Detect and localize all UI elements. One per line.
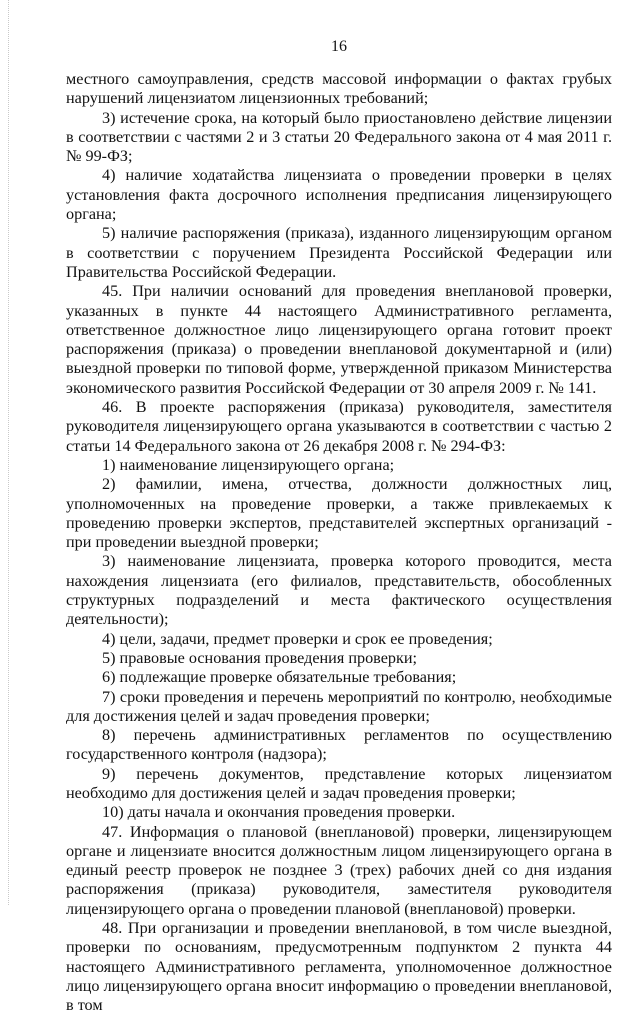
paragraph-46-item-3: 3) наименование лицензиата, проверка которого проводится, места нахождения лицензиата (его филиалов, представительств, обособленных структурных подразделений и места фактического осуществления деятельности);	[66, 552, 612, 629]
paragraph-46-item-10: 10) даты начала и окончания проведения проверки.	[102, 803, 456, 822]
paragraph-46-item-1: 1) наименование лицензирующего органа;	[102, 455, 395, 474]
document-body	[66, 70, 612, 1016]
paragraph-46-item-5: 5) правовые основания проведения проверки;	[102, 648, 418, 667]
paragraph-46-item-4: 4) цели, задачи, предмет проверки и срок ее проведения;	[102, 629, 493, 648]
paragraph-continuation: местного самоуправления, средств массовой информации о фактах грубых нарушений лицензиатом лицензионных требований;	[66, 70, 612, 108]
paragraph-48: 48. При организации и проведении внеплановой, в том числе выездной, проверки по основаниям, предусмотренным подпунктом 2 пункта 44 настоящего Административного регламента, уполномоченное должностное лицо лицензирующего органа вносит информацию о проведении внеплановой, в том	[66, 919, 612, 1015]
paragraph-item-4: 4) наличие ходатайства лицензиата о проведении проверки в целях установления факта досрочного исполнения предписания лицензирующего органа;	[66, 166, 612, 224]
page-edge-scan-artifact	[8, 0, 10, 905]
paragraph-46-item-7: 7) сроки проведения и перечень мероприятий по контролю, необходимые для достижения целей и задач проведения проверки;	[66, 687, 612, 725]
paragraph-46-item-2: 2) фамилии, имена, отчества, должности должностных лиц, уполномоченных на проведение проверки, а также привлекаемых к проведению проверки экспертов, представителей экспертных организаций - при проведении выездной проверки;	[66, 475, 612, 552]
paragraph-46-item-8: 8) перечень административных регламентов по осуществлению государственного контроля (надзора);	[66, 726, 612, 764]
paragraph-46-item-9: 9) перечень документов, представление которых лицензиатом необходимо для достижения целей и задач проведения проверки;	[66, 764, 612, 802]
paragraph-47: 47. Информация о плановой (внеплановой) проверки, лицензирующем органе и лицензиате вносится должностным лицом лицензирующего органа в единый реестр проверок не позднее 3 (трех) рабочих дней со дня издания распоряжения (приказа) руководителя, заместителя руководителя лицензирующего органа о проведении плановой (внеплановой) проверки.	[66, 822, 612, 918]
paragraph-item-5: 5) наличие распоряжения (приказа), изданного лицензирующим органом в соответствии с поручением Президента Российской Федерации или Правительства Российской Федерации.	[66, 224, 612, 281]
paragraph-item-3: 3) истечение срока, на который было приостановлено действие лицензии в соответствии с частями 2 и 3 статьи 20 Федерального закона от 4 мая 2011 г. № 99-ФЗ;	[66, 108, 612, 166]
paragraph-45: 45. При наличии оснований для проведения внеплановой проверки, указанных в пункте 44 настоящего Административного регламента, ответственное должностное лицо лицензирующего органа готовит проект распоряжения (приказа) о проведении внеплановой документарной и (или) выездной проверки по типовой форме, утвержденной приказом Министерства экономического развития Российской Федерации от 30 апреля 2009 г. № 141.	[66, 282, 612, 397]
paragraph-46: 46. В проекте распоряжения (приказа) руководителя, заместителя руководителя лицензирующего органа указываются в соответствии с частью 2 статьи 14 Федерального закона от 26 декабря 2008 г. № 294-ФЗ:	[66, 398, 612, 455]
page-number: 16	[331, 38, 347, 55]
paragraph-46-item-6: 6) подлежащие проверке обязательные требования;	[102, 668, 457, 687]
